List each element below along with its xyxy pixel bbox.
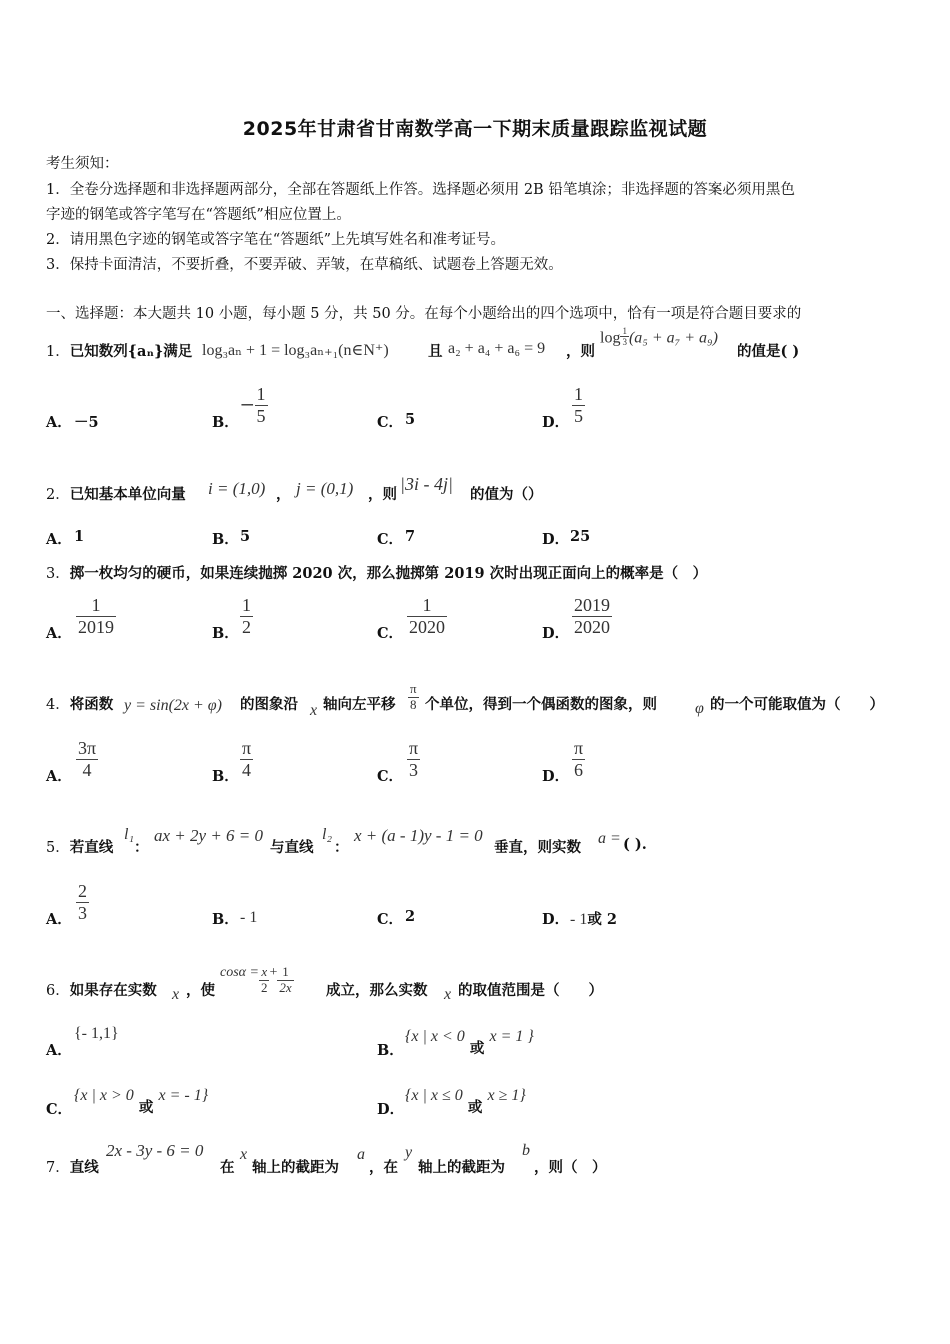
q5-line-1: ax + 2y + 6 = 0: [154, 826, 264, 845]
q5-option-a[interactable]: $\frac{2}{3}$: [78, 881, 87, 923]
q4-option-c[interactable]: $\frac{\pi}{3}$: [409, 738, 419, 780]
q3-option-b[interactable]: $\frac{1}{2}$: [242, 595, 251, 637]
q2-option-b[interactable]: 5: [240, 528, 251, 545]
notice-line-3: 3．保持卡面清洁，不要折叠，不要弄破、弄皱，在草稿纸、试题卷上答题无效。: [46, 257, 563, 273]
q6-option-c[interactable]: {x | x > 0 或 x = - 1}: [74, 1087, 209, 1116]
q2-expression: |3i - 4j|: [400, 474, 453, 494]
q6-option-a[interactable]: {- 1,1}: [74, 1025, 119, 1042]
q2-option-a[interactable]: 1: [74, 528, 85, 545]
question-6: 6．如果存在实数: [46, 982, 157, 999]
q1-condition-2: a₂ + a₄ + a₆ = 9: [448, 340, 546, 357]
q5-option-b[interactable]: - 1: [240, 909, 258, 926]
q1-option-a[interactable]: －5: [74, 414, 99, 431]
q5-option-c[interactable]: 2: [405, 908, 416, 925]
question-number: 1．: [46, 344, 70, 360]
question-3: 3．掷一枚均匀的硬币，如果连续抛掷 2020 次，那么抛掷第 2019 次时出现正面向上的概率是（ ）: [46, 565, 708, 582]
notice-line-2: 2．请用黑色字迹的钢笔或答字笔在“答题纸”上先填写姓名和准考证号。: [46, 232, 506, 248]
page-title: 2025年甘肃省甘南数学高一下期末质量跟踪监视试题: [242, 118, 708, 140]
q4-option-d[interactable]: $\frac{\pi}{6}$: [574, 738, 584, 780]
q2-option-c[interactable]: 7: [405, 528, 416, 545]
q1-option-b[interactable]: － $\frac{1}{5}$: [240, 384, 266, 426]
question-7: 7．直线: [46, 1159, 99, 1176]
notice-line-1b: 字迹的钢笔或答字笔写在“答题纸”相应位置上。: [46, 207, 351, 223]
q2-option-d[interactable]: 25: [570, 528, 591, 545]
q4-option-a[interactable]: $\frac{3\pi}{4}$: [78, 738, 97, 780]
q7-line: 2x - 3y - 6 = 0: [106, 1141, 204, 1160]
q1-log-expression: log $\frac{1}{3}$ (a₅ + a₇ + a₉): [600, 326, 718, 348]
q3-option-c[interactable]: $\frac{1}{2020}$: [409, 595, 445, 637]
q6-option-b[interactable]: {x | x < 0 或 x = 1 }: [405, 1028, 534, 1057]
notice-heading: 考生须知：: [46, 156, 119, 172]
q4-option-b[interactable]: $\frac{\pi}{4}$: [242, 738, 252, 780]
q3-option-d[interactable]: $\frac{2019}{2020}$: [574, 595, 610, 637]
q4-shift: $\frac{\pi}{8}$: [410, 681, 417, 712]
question-2: 2．已知基本单位向量: [46, 486, 186, 503]
q4-function: y = sin(2x + φ): [124, 697, 222, 714]
question-5: 5．若直线: [46, 839, 114, 856]
q1-option-c[interactable]: 5: [405, 411, 416, 428]
q5-option-d[interactable]: - 1或 2: [570, 911, 617, 928]
notice-line-1a: 1．全卷分选择题和非选择题两部分，全部在答题纸上作答。选择题必须用 2B 铅笔填涂；非选择题的答案必须用黑色: [46, 182, 795, 198]
q1-condition-1: log₃aₙ + 1 = log₃aₙ₊₁(n∈N⁺): [202, 342, 389, 359]
q6-condition: cosα = $\frac{x}{2}$ + $\frac{1}{2x}$: [220, 964, 292, 995]
section-heading: 一、选择题：本大题共 10 小题，每小题 5 分，共 50 分。在每个小题给出的四个选项中，恰有一项是符合题目要求的: [46, 306, 802, 322]
q6-option-d[interactable]: {x | x ≤ 0 或 x ≥ 1}: [405, 1087, 526, 1116]
question-1: 1．已知数列{aₙ}满足: [46, 343, 193, 360]
q5-line-2: x + (a - 1)y - 1 = 0: [354, 826, 483, 845]
question-4: 4．将函数: [46, 696, 114, 713]
q3-option-a[interactable]: $\frac{1}{2019}$: [78, 595, 114, 637]
q2-vector-i: i = (1,0): [208, 479, 266, 498]
q2-vector-j: j = (0,1): [296, 479, 354, 498]
q1-option-d[interactable]: $\frac{1}{5}$: [574, 384, 583, 426]
